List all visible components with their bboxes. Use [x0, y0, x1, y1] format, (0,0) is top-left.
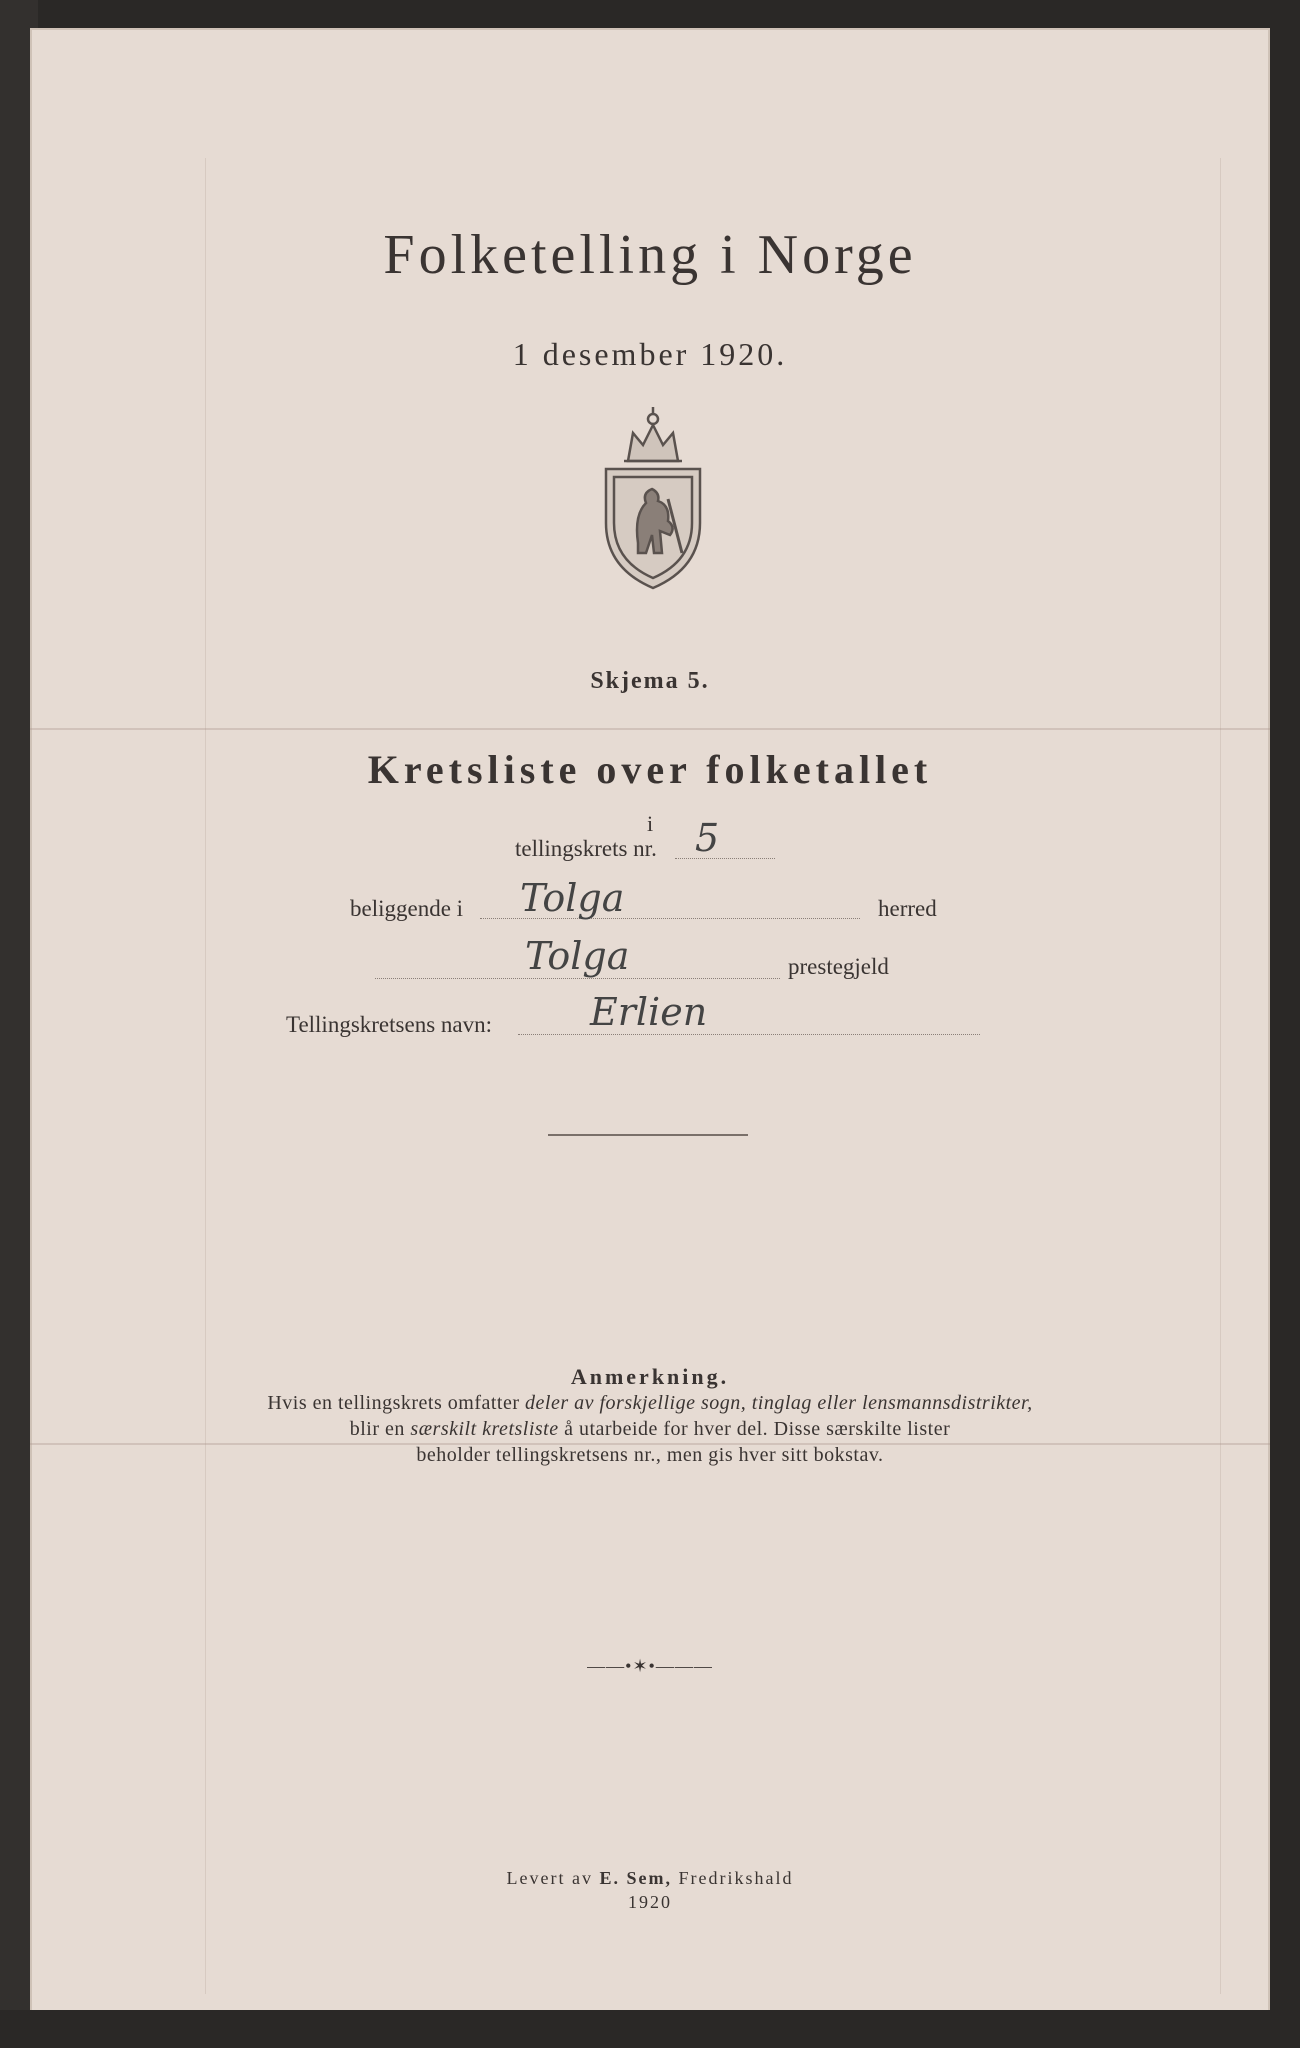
page-title: Folketelling i Norge: [383, 224, 917, 286]
census-date: 1 desember 1920.: [512, 336, 788, 372]
beliggende-value: Tolga: [520, 876, 625, 920]
krets-name-label: Tellingskretsens navn:: [286, 1012, 492, 1037]
scan-edge-bottom: [0, 2010, 1300, 2048]
prestegjeld-line: [375, 978, 780, 979]
fold-line-upper: [30, 728, 1270, 730]
note-line-3: beholder tellingskretsens nr., men gis hver sitt bokstav.: [416, 1444, 884, 1466]
krets-name-value: Erlien: [590, 990, 708, 1034]
census-form-page: [30, 28, 1270, 2034]
printer-credit: Levert av E. Sem, Fredrikshald: [506, 1868, 794, 1888]
printer-year: 1920: [628, 1892, 672, 1912]
norway-coat-of-arms-icon: [598, 403, 708, 593]
preposition-i: i: [646, 811, 654, 836]
herred-label: herred: [878, 896, 937, 921]
beliggende-label: beliggende i: [350, 896, 464, 921]
ornament-divider-icon: ——•✶•———: [587, 1656, 713, 1676]
krets-name-line: [518, 1034, 980, 1035]
faint-column-line: [1220, 158, 1221, 1994]
krets-number-line: [675, 858, 775, 859]
note-line-1: Hvis en tellingskrets omfatter deler av forskjellige sogn, tinglag eller lensmannsdistrikter,: [267, 1392, 1033, 1414]
schema-number: Skjema 5.: [590, 668, 710, 694]
prestegjeld-value: Tolga: [525, 934, 630, 978]
krets-number-label: tellingskrets nr.: [515, 836, 657, 861]
krets-number-value: 5: [695, 816, 720, 860]
faint-column-line: [205, 158, 206, 1994]
note-heading: Anmerkning.: [570, 1364, 730, 1389]
divider-rule: [548, 1134, 748, 1136]
prestegjeld-label: prestegjeld: [788, 954, 889, 979]
note-line-2: blir en særskilt kretsliste å utarbeide for hver del. Disse særskilte lister: [349, 1418, 951, 1440]
form-heading: Kretsliste over folketallet: [367, 747, 933, 792]
